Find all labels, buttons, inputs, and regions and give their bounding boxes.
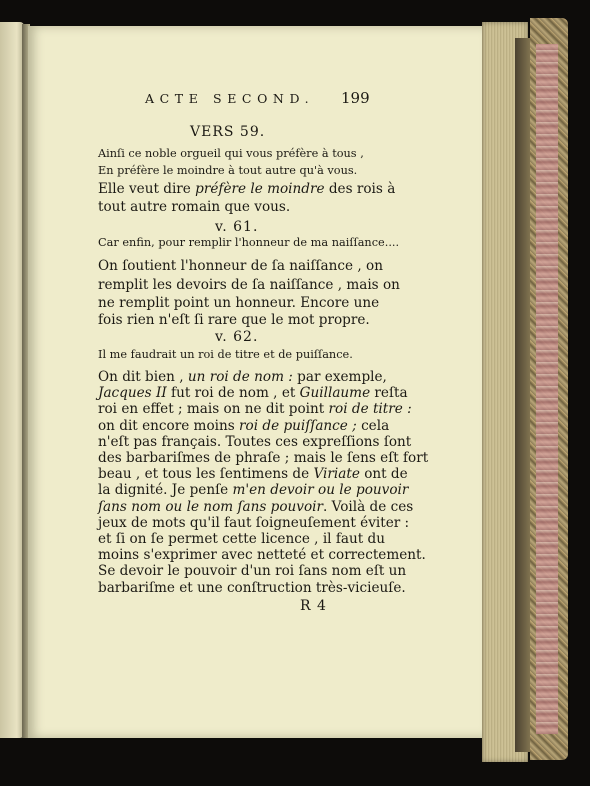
section-heading-v-62: v. 62. (215, 329, 259, 345)
page-number: 199 (341, 89, 370, 107)
commentary-line: beau , et tous les ſentimens de Viriate ont de (98, 466, 408, 483)
commentary-line: ſans nom ou le nom ſans pouvoir. Voilà de ces (98, 498, 414, 515)
text-run: Elle veut dire (98, 181, 196, 197)
commentary-line: fois rien n'eſt ſi rare que le mot propre. (98, 312, 370, 328)
verse-line: Il me faudrait un roi de titre et de puiſſance. (98, 348, 353, 361)
italic-run: préfère le moindre (195, 181, 325, 197)
commentary-line: remplit les devoirs de ſa naiſſance , mais on (98, 277, 400, 293)
commentary-line: tout autre romain que vous. (98, 199, 291, 215)
commentary-line: Jacques II fut roi de nom , et Guillaume reſta (98, 385, 408, 402)
verse-line: En préfère le moindre à tout autre qu'à vous. (98, 164, 358, 177)
commentary-line: on dit encore moins roi de puiſſance ; cela (98, 417, 390, 434)
commentary-line-final: barbariſme et une conſtruction très-vicieuſe. (98, 579, 406, 596)
text-run: des rois à (324, 181, 396, 197)
verse-line: Car enfin, pour remplir l'honneur de ma naiſſance.... (98, 236, 400, 249)
running-title: ACTE SECOND. (145, 91, 315, 106)
commentary-line: des barbariſmes de phraſe ; mais le ſens eſt fort (98, 450, 429, 466)
commentary-line: la dignité. Je penſe m'en devoir ou le pouvoir (98, 482, 409, 499)
commentary-line: et ſi on ſe permet cette licence , il faut du (98, 531, 385, 547)
commentary-line: On dit bien , un roi de nom : par exemple, (98, 369, 387, 385)
commentary-line: roi en effet ; mais on ne dit point roi de titre : (98, 401, 412, 418)
section-heading-vers-59: VERS 59. (190, 124, 266, 140)
section-heading-v-61: v. 61. (215, 219, 259, 235)
commentary-line: moins s'exprimer avec netteté et correctement. (98, 547, 426, 564)
commentary-line: ne remplit point un honneur. Encore une (98, 295, 380, 311)
verse-line: Ainſi ce noble orgueil qui vous préfère à tous , (98, 147, 364, 160)
commentary-line: jeux de mots qu'il faut ſoigneuſement éviter : (98, 514, 410, 531)
commentary-line: On ſoutient l'honneur de ſa naiſſance , on (98, 258, 383, 274)
commentary-line (98, 181, 395, 197)
commentary-line: n'eſt pas français. Toutes ces expreſſions ſont (98, 433, 412, 450)
marbled-endpaper (536, 44, 558, 734)
facing-page-edge (0, 22, 24, 738)
signature-mark: R 4 (300, 597, 327, 614)
commentary-line: Se devoir le pouvoir d'un roi ſans nom eſt un (98, 563, 407, 580)
